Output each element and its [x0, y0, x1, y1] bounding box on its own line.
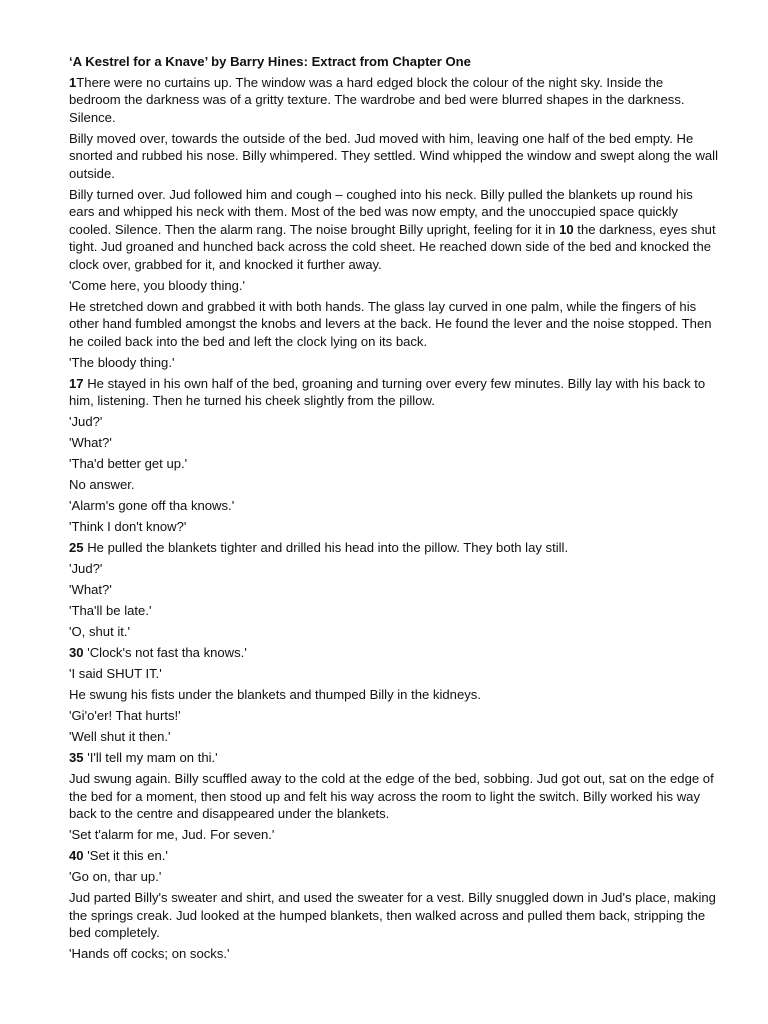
- paragraph-text: 'Think I don't know?': [69, 519, 187, 534]
- paragraph-text: 'I said SHUT IT.': [69, 666, 162, 681]
- paragraph: [69, 455, 718, 473]
- paragraph: [69, 434, 718, 452]
- paragraph: [69, 277, 718, 295]
- paragraph-text: 'Tha'll be late.': [69, 603, 152, 618]
- paragraph-text: 'Hands off cocks; on socks.': [69, 946, 230, 961]
- paragraph: [69, 354, 718, 372]
- paragraph-text: 'Jud?': [69, 561, 103, 576]
- line-number: 10: [559, 221, 574, 237]
- line-number: 40: [69, 848, 84, 863]
- paragraph-text: Jud parted Billy's sweater and shirt, and used the sweater for a vest. Billy snuggled down in Jud's place, making the springs creak. Jud looked at the humped blankets, then walked across and pulled them back, stripping the bed completely.: [69, 890, 716, 940]
- paragraph: [69, 707, 718, 725]
- paragraph: [69, 560, 718, 578]
- paragraph-text: 'Well shut it then.': [69, 729, 171, 744]
- paragraph-text: 'Clock's not fast tha knows.': [83, 645, 247, 660]
- paragraph: [69, 518, 718, 536]
- paragraph-text: 'I'll tell my mam on thi.': [83, 750, 218, 765]
- paragraph: [69, 945, 718, 963]
- paragraph-text: Billy turned over. Jud followed him and cough – coughed into his neck. Billy pulled the blankets up round his ears and whipped his neck with them. Most of the bed was now empty, and the unoccupied space quickly cooled. Silence. Then the alarm rang. The noise brought Billy upright, feeling for it in: [69, 186, 693, 237]
- paragraph: [69, 749, 718, 767]
- paragraph: [69, 539, 718, 557]
- paragraph: [69, 770, 718, 823]
- paragraph-text: 'Gi'o'er! That hurts!': [69, 708, 181, 723]
- paragraph: [69, 130, 718, 183]
- paragraph-text: There were no curtains up. The window was a hard edged block the colour of the night sky. Inside the bedroom the darkness was of a gritty texture. The wardrobe and bed were blurred shapes in the darkness. Silence.: [69, 74, 685, 125]
- line-number: 17: [69, 375, 84, 391]
- paragraph-text: 'Set it this en.': [83, 848, 168, 863]
- paragraph: [69, 623, 718, 641]
- paragraph-text: Billy moved over, towards the outside of the bed. Jud moved with him, leaving one half of the bed empty. He snorted and rubbed his nose. Billy whimpered. They settled. Wind whipped the window and swept along the wall outside.: [69, 130, 719, 181]
- paragraph: [69, 476, 718, 494]
- paragraph: [69, 826, 718, 844]
- paragraph-text: 'What?': [69, 435, 112, 450]
- paragraph: [69, 686, 718, 704]
- paragraph-text: 'Come here, you bloody thing.': [69, 277, 246, 293]
- line-number: 35: [69, 750, 84, 765]
- paragraph: [69, 74, 718, 127]
- paragraph: [69, 602, 718, 620]
- paragraph: [69, 375, 718, 410]
- line-number: 30: [69, 645, 84, 660]
- paragraph-text: 'Set t'alarm for me, Jud. For seven.': [69, 827, 275, 842]
- paragraph-text: He stayed in his own half of the bed, groaning and turning over every few minutes. Billy lay with his back to him, listening. Then he turned his cheek slightly from the pillow.: [69, 375, 706, 408]
- paragraph-text: 'Go on, thar up.': [69, 869, 162, 884]
- paragraph-text: 'Jud?': [69, 414, 103, 429]
- paragraph: [69, 186, 718, 274]
- document-body: [69, 74, 718, 963]
- paragraph: [69, 644, 718, 662]
- document-title: ‘A Kestrel for a Knave’ by Barry Hines: Extract from Chapter One: [69, 54, 471, 69]
- paragraph-text: the darkness, eyes shut tight. Jud groaned and hunched back across the cold sheet. He reached down side of the bed and knocked the clock over, grabbed for it, and knocked it further away.: [69, 221, 716, 272]
- paragraph: [69, 889, 718, 942]
- paragraph-text: 'O, shut it.': [69, 624, 131, 639]
- paragraph: [69, 665, 718, 683]
- paragraph-text: 'What?': [69, 582, 112, 597]
- paragraph: [69, 868, 718, 886]
- paragraph-text: 'Tha'd better get up.': [69, 456, 188, 471]
- line-number: 25: [69, 540, 84, 555]
- paragraph-text: He stretched down and grabbed it with both hands. The glass lay curved in one palm, while the fingers of his other hand fumbled amongst the knobs and levers at the back. He found the lever and the noise stopped. Then he coiled back into the bed and left the clock lying on its back.: [69, 298, 712, 349]
- paragraph: [69, 581, 718, 599]
- paragraph-text: No answer.: [69, 477, 135, 492]
- paragraph: [69, 413, 718, 431]
- line-number: 1: [69, 74, 77, 90]
- paragraph: [69, 497, 718, 515]
- paragraph: [69, 847, 718, 865]
- paragraph-text: He swung his fists under the blankets and thumped Billy in the kidneys.: [69, 687, 481, 702]
- paragraph: [69, 728, 718, 746]
- paragraph: [69, 298, 718, 351]
- paragraph-text: He pulled the blankets tighter and drilled his head into the pillow. They both lay still.: [83, 540, 569, 555]
- paragraph-text: 'Alarm's gone off tha knows.': [69, 498, 235, 513]
- paragraph-text: 'The bloody thing.': [69, 354, 175, 370]
- paragraph-text: Jud swung again. Billy scuffled away to the cold at the edge of the bed, sobbing. Jud got out, sat on the edge of the bed for a moment, then stood up and felt his way across the room to light the switch. Billy worked his way back to the centre and disappeared under the blankets.: [69, 771, 714, 821]
